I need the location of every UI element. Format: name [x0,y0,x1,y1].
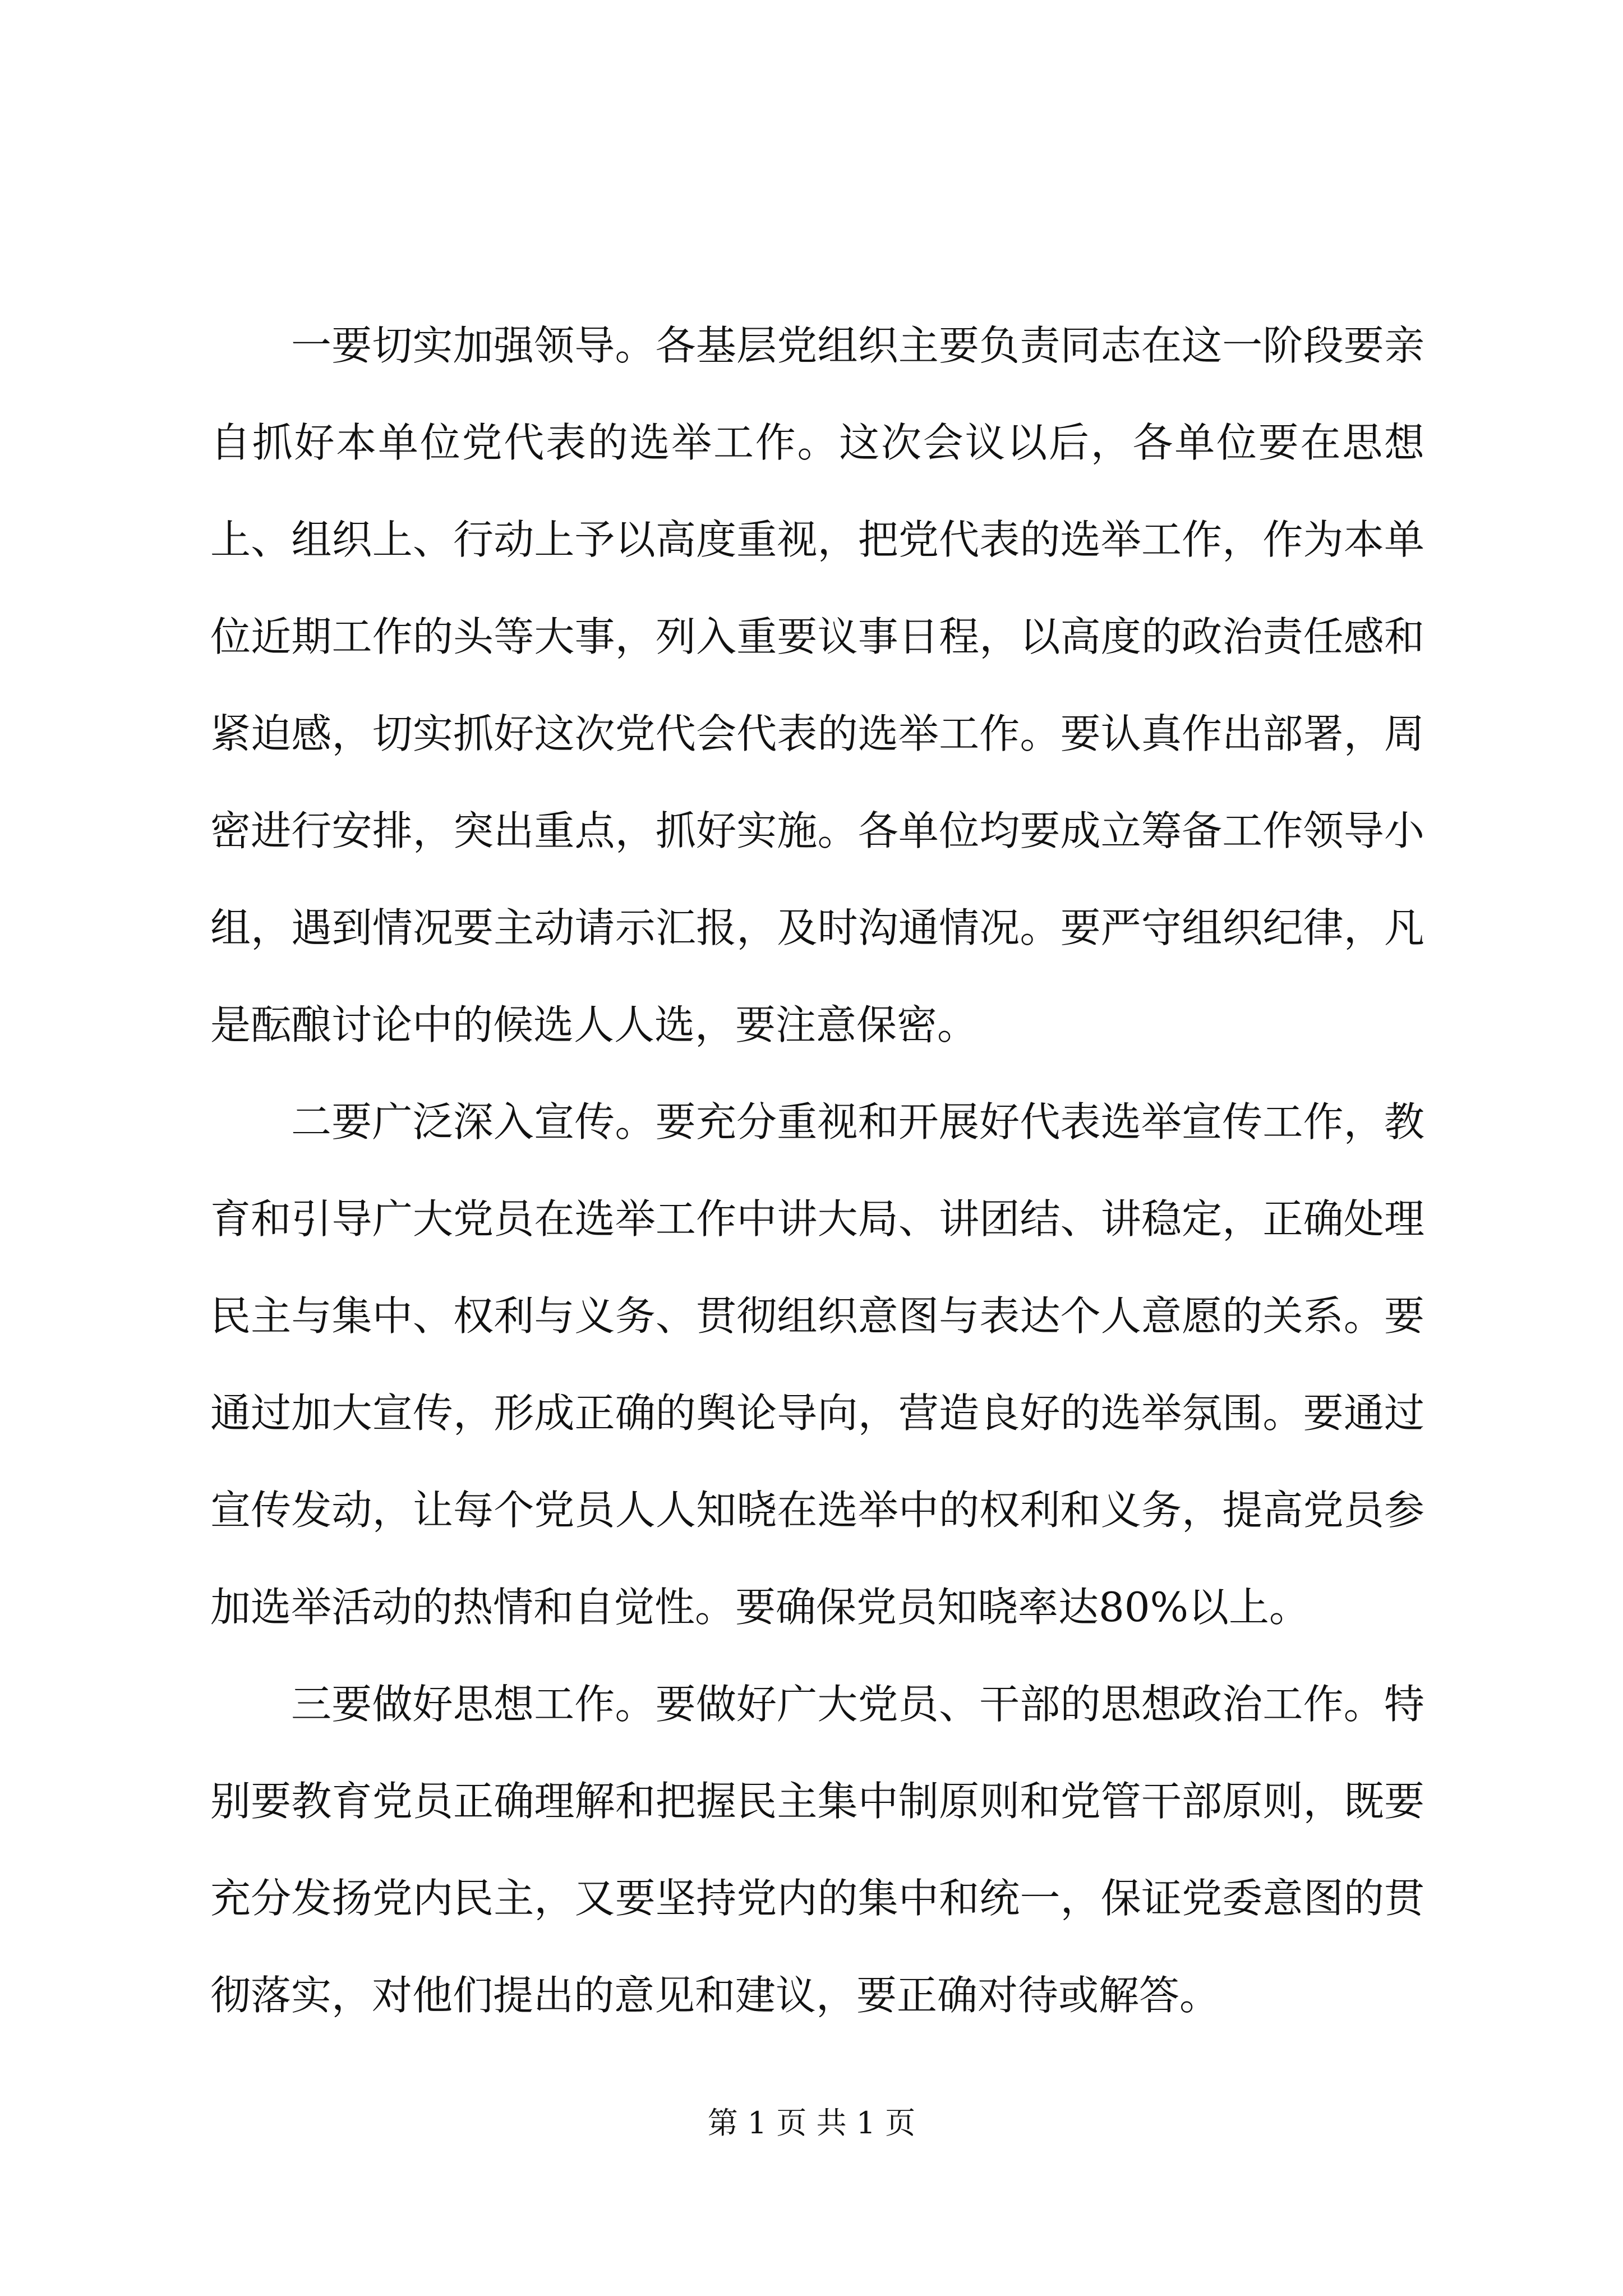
paragraph-ideology: 三要做好思想工作。要做好广大党员、干部的思想政治工作。特别要教育党员正确理解和把握民主集中制原则和党管干部原则，既要充分发扬党内民主，又要坚持党内的集中和统一，保证党委意图的贯彻落实，对他们提出的意见和建议，要正确对待或解答。 [210,1681,1424,2019]
paragraph-publicity: 二要广泛深入宣传。要充分重视和开展好代表选举宣传工作，教育和引导广大党员在选举工作中讲大局、讲团结、讲稳定，正确处理民主与集中、权利与义务、贯彻组织意图与表达个人意愿的关系。要通过加大宣传，形成正确的舆论导向，营造良好的选举氛围。要通过宣传发动，让每个党员人人知晓在选举中的权利和义务，提高党员参加选举活动的热情和自觉性。要确保党员知晓率达80%以上。 [210,1098,1424,1631]
page-footer: 第 1 页 共 1 页 [707,2105,916,2141]
document-body [210,297,1424,2044]
paragraph-leadership: 一要切实加强领导。各基层党组织主要负责同志在这一阶段要亲自抓好本单位党代表的选举工作。这次会议以后，各单位要在思想上、组织上、行动上予以高度重视，把党代表的选举工作，作为本单位近期工作的头等大事，列入重要议事日程，以高度的政治责任感和紧迫感，切实抓好这次党代会代表的选举工作。要认真作出部署，周密进行安排，突出重点，抓好实施。各单位均要成立筹备工作领导小组，遇到情况要主动请示汇报，及时沟通情况。要严守组织纪律，凡是酝酿讨论中的候选人人选，要注意保密。 [210,322,1424,1048]
